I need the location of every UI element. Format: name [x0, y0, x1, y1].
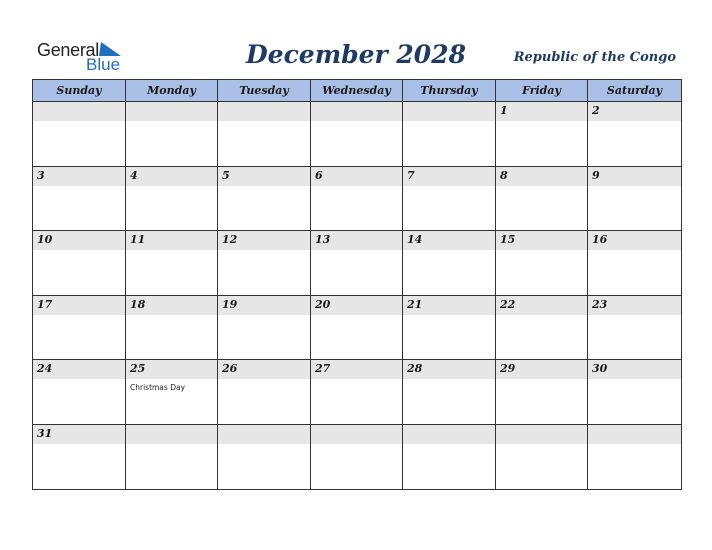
day-cell	[126, 231, 218, 296]
day-number-band	[496, 102, 587, 121]
day-number: 15	[500, 233, 516, 246]
day-cell	[588, 102, 682, 167]
weekday-header-tuesday: Tuesday	[218, 80, 311, 102]
day-number: 8	[500, 169, 508, 182]
day-cell	[403, 102, 496, 167]
day-cell	[588, 231, 682, 296]
day-number: 11	[130, 233, 146, 246]
day-cell	[126, 167, 218, 231]
day-number: 27	[315, 362, 331, 375]
day-number-band	[218, 102, 310, 121]
weekday-header-saturday: Saturday	[588, 80, 682, 102]
weekday-header-sunday: Sunday	[33, 80, 126, 102]
logo-text-general: General	[37, 40, 99, 60]
day-cell	[33, 425, 126, 490]
day-cell	[311, 167, 403, 231]
day-number-band	[218, 167, 310, 186]
day-cell	[311, 296, 403, 360]
day-number: 19	[222, 298, 238, 311]
day-cell	[33, 102, 126, 167]
day-number-band	[588, 167, 681, 186]
day-number: 7	[407, 169, 415, 182]
day-cell	[311, 360, 403, 425]
day-cell	[496, 231, 588, 296]
day-number-band	[126, 167, 217, 186]
day-number: 25	[130, 362, 146, 375]
day-number-band	[126, 425, 217, 444]
day-number: 17	[37, 298, 53, 311]
day-number-band	[311, 102, 402, 121]
day-number: 26	[222, 362, 238, 375]
day-cell	[218, 231, 311, 296]
day-number: 16	[592, 233, 608, 246]
day-cell	[311, 102, 403, 167]
day-number-band	[33, 102, 125, 121]
day-cell	[126, 296, 218, 360]
weekday-header-thursday: Thursday	[403, 80, 496, 102]
day-number-band	[33, 167, 125, 186]
holiday-label: Christmas Day	[130, 383, 186, 392]
day-number: 31	[37, 427, 53, 440]
day-number: 22	[500, 298, 516, 311]
day-cell	[496, 102, 588, 167]
day-number: 6	[315, 169, 323, 182]
day-number: 28	[407, 362, 423, 375]
day-number: 23	[592, 298, 608, 311]
day-number-band	[403, 425, 495, 444]
day-cell	[403, 360, 496, 425]
day-cell	[496, 296, 588, 360]
day-cell	[126, 425, 218, 490]
day-number: 30	[592, 362, 608, 375]
day-number-band	[588, 425, 681, 444]
weekday-header-wednesday: Wednesday	[311, 80, 403, 102]
country-name: Republic of the Congo	[513, 50, 676, 65]
day-number: 18	[130, 298, 146, 311]
day-number-band	[218, 425, 310, 444]
day-number-band	[588, 102, 681, 121]
day-cell	[218, 425, 311, 490]
day-number-band	[311, 425, 402, 444]
day-number: 9	[592, 169, 600, 182]
day-cell	[588, 167, 682, 231]
day-cell	[126, 360, 218, 425]
day-number: 5	[222, 169, 230, 182]
day-number-band	[496, 167, 587, 186]
calendar-title: December 2028	[245, 40, 466, 69]
day-number: 29	[500, 362, 516, 375]
day-number: 3	[37, 169, 45, 182]
day-cell	[218, 167, 311, 231]
day-cell	[33, 231, 126, 296]
day-number: 2	[592, 104, 600, 117]
day-cell	[403, 296, 496, 360]
day-number-band	[496, 425, 587, 444]
day-number-band	[311, 167, 402, 186]
weekday-header-friday: Friday	[496, 80, 588, 102]
day-cell	[126, 102, 218, 167]
day-cell	[403, 425, 496, 490]
day-cell	[588, 425, 682, 490]
day-cell	[311, 231, 403, 296]
day-number: 12	[222, 233, 238, 246]
day-cell	[218, 296, 311, 360]
day-cell	[496, 167, 588, 231]
day-cell	[33, 296, 126, 360]
day-cell	[588, 360, 682, 425]
day-number: 1	[500, 104, 508, 117]
day-cell	[403, 167, 496, 231]
day-cell	[311, 425, 403, 490]
calendar-grid	[32, 79, 682, 490]
day-number: 20	[315, 298, 331, 311]
day-cell	[496, 360, 588, 425]
day-cell	[218, 102, 311, 167]
day-cell	[218, 360, 311, 425]
day-cell	[33, 167, 126, 231]
logo-text-blue: Blue	[86, 55, 121, 74]
day-number: 24	[37, 362, 53, 375]
day-number: 21	[407, 298, 423, 311]
day-number: 13	[315, 233, 331, 246]
day-number-band	[403, 102, 495, 121]
day-number: 14	[407, 233, 423, 246]
day-number: 10	[37, 233, 53, 246]
day-number-band	[126, 102, 217, 121]
day-cell	[33, 360, 126, 425]
day-number: 4	[130, 169, 138, 182]
day-cell	[403, 231, 496, 296]
day-number-band	[403, 167, 495, 186]
day-cell	[496, 425, 588, 490]
day-cell	[588, 296, 682, 360]
weekday-header-monday: Monday	[126, 80, 218, 102]
